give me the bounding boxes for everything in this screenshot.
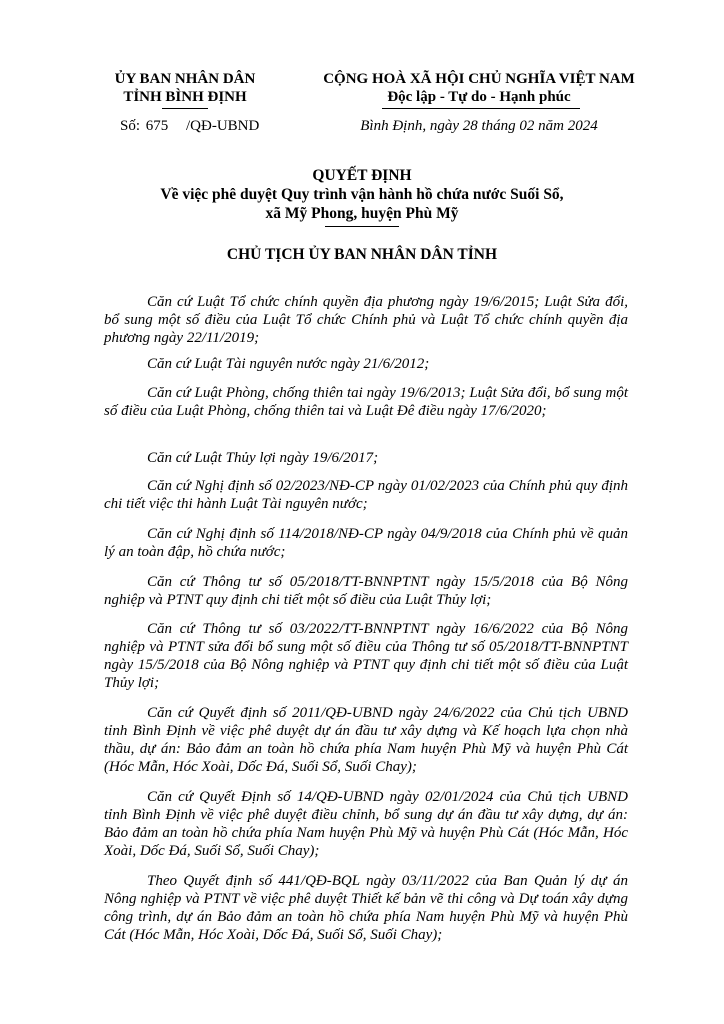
subject-line-2: xã Mỹ Phong, huyện Phù Mỹ — [265, 205, 459, 222]
paragraph: Căn cứ Luật Thủy lợi ngày 19/6/2017; — [147, 450, 379, 466]
document-number-suffix: /QĐ-UBND — [186, 118, 260, 134]
issuer-name: ỦY BAN NHÂN DÂN — [114, 71, 256, 87]
document-number-prefix: Số: — [120, 118, 141, 134]
motto-underline — [382, 108, 580, 109]
document-number — [120, 117, 259, 135]
paragraph: Căn cứ Quyết Định số 14/QĐ-UBND ngày 02/01/2024 của Chủ tịch UBND tỉnh Bình Định về việc phê duyệt điều chỉnh, bổ sung dự án đầu tư xây dựng, dự án: Bảo đảm an toàn hồ chứa phía Nam huyện Phù Mỹ và huyện Phù Cát (Hóc Mẫn, Hóc Xoài, Dốc Đá, Suối Sổ, Suối Chay); — [104, 789, 628, 859]
national-title: CỘNG HOÀ XÃ HỘI CHỦ NGHĨA VIỆT NAM — [323, 71, 635, 87]
issuer-province: TỈNH BÌNH ĐỊNH — [123, 89, 247, 105]
paragraph: Căn cứ Nghị định số 02/2023/NĐ-CP ngày 01/02/2023 của Chính phủ quy định chi tiết việc thi hành Luật Tài nguyên nước; — [104, 478, 628, 512]
paragraph: Theo Quyết định số 441/QĐ-BQL ngày 03/11/2022 của Ban Quản lý dự án Nông nghiệp và PTNT về việc phê duyệt Thiết kế bản vẽ thi công và Dự toán xây dựng công trình, dự án Bảo đảm an toàn hồ chứa phía Nam huyện Phù Mỹ và huyện Phù Cát (Hóc Mẫn, Hóc Xoài, Dốc Đá, Suối Sổ, Suối Chay); — [104, 873, 628, 943]
paragraph: Căn cứ Quyết định số 2011/QĐ-UBND ngày 24/6/2022 của Chủ tịch UBND tỉnh Bình Định về việc phê duyệt dự án đầu tư xây dựng và Kế hoạch lựa chọn nhà thầu, dự án: Bảo đảm an toàn hồ chứa phía Nam huyện Phù Mỹ và huyện Phù Cát (Hóc Mẫn, Hóc Xoài, Dốc Đá, Suối Sổ, Suối Chay); — [104, 705, 628, 775]
subject-line-1: Về việc phê duyệt Quy trình vận hành hồ chứa nước Suối Sổ, — [160, 186, 564, 203]
issue-date: Bình Định, ngày 28 tháng 02 năm 2024 — [360, 118, 598, 134]
paragraph: Căn cứ Thông tư số 05/2018/TT-BNNPTNT ngày 15/5/2018 của Bộ Nông nghiệp và PTNT quy định chi tiết một số điều của Luật Thủy lợi; — [104, 574, 628, 608]
national-motto: Độc lập - Tự do - Hạnh phúc — [387, 89, 571, 105]
subject-underline — [325, 226, 399, 227]
authority-heading: CHỦ TỊCH ỦY BAN NHÂN DÂN TỈNH — [226, 246, 498, 263]
document-number-value: 675 — [145, 118, 169, 134]
paragraph: Căn cứ Luật Tổ chức chính quyền địa phương ngày 19/6/2015; Luật Sửa đổi, bổ sung một số điều của Luật Tổ chức Chính phủ và Luật Tổ chức chính quyền địa phương ngày 22/11/2019; — [104, 294, 628, 346]
document-type: QUYẾT ĐỊNH — [312, 167, 412, 184]
paragraph: Căn cứ Luật Tài nguyên nước ngày 21/6/2012; — [147, 356, 430, 372]
issuer-underline — [162, 108, 208, 109]
paragraph: Căn cứ Thông tư số 03/2022/TT-BNNPTNT ngày 16/6/2022 của Bộ Nông nghiệp và PTNT sửa đổi bổ sung một số điều của Thông tư số 05/2018/TT-BNNPTNT ngày 15/5/2018 của Bộ Nông nghiệp và PTNT quy định chi tiết một số điều của Luật Thủy lợi; — [104, 621, 628, 691]
paragraph: Căn cứ Luật Phòng, chống thiên tai ngày 19/6/2013; Luật Sửa đổi, bổ sung một số điều của Luật Phòng, chống thiên tai và Luật Đê điều ngày 17/6/2020; — [104, 385, 628, 419]
paragraph: Căn cứ Nghị định số 114/2018/NĐ-CP ngày 04/9/2018 của Chính phủ về quản lý an toàn đập, hồ chứa nước; — [104, 526, 628, 560]
